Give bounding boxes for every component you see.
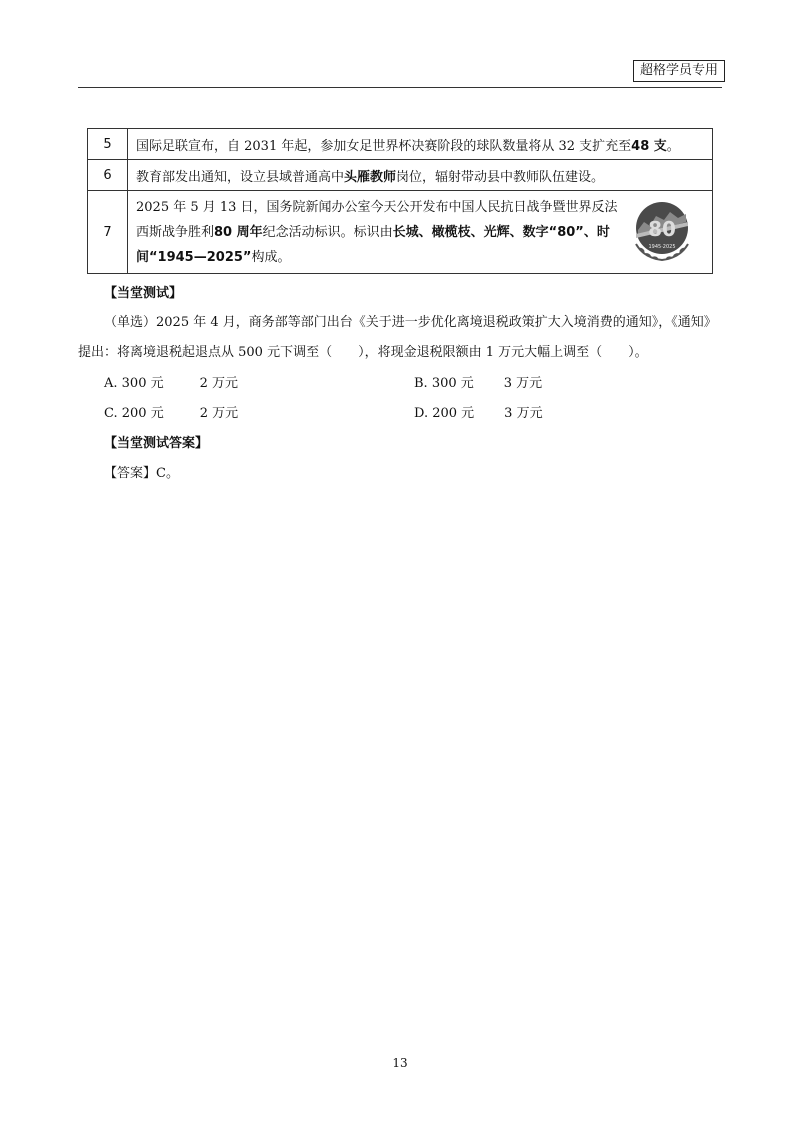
answer-title: 【当堂测试答案】: [104, 436, 209, 451]
anniversary-logo-icon: [624, 200, 700, 264]
svg-text:80: 80: [648, 217, 676, 241]
header-rule: [78, 87, 722, 88]
table-row: [88, 129, 713, 160]
option-a: A. 300 元 2 万元: [104, 376, 239, 391]
option-b: B. 300 元 3 万元: [414, 376, 543, 391]
row-text: 教育部发出通知，设立县域普通高中头雁教师岗位，辐射带动县中教师队伍建设。: [128, 160, 713, 191]
question-line-2: 提出：将离境退税起退点从 500 元下调至（ ），将现金退税限额由 1 万元大幅上调至（ ）。: [78, 345, 648, 360]
quiz-title: 【当堂测试】: [104, 286, 183, 301]
page-number: 13: [392, 1056, 408, 1070]
answer-text: 【答案】C。: [104, 466, 179, 481]
member-only-tag: 超格学员专用: [633, 60, 725, 82]
option-d: D. 200 元 3 万元: [414, 406, 543, 421]
svg-text:1945·2025: 1945·2025: [648, 244, 676, 250]
row-text: 国际足联宣布，自 2031 年起，参加女足世界杯决赛阶段的球队数量将从 32 支扩充至48 支。: [128, 129, 713, 160]
table-row: [88, 191, 713, 274]
row-number: 6: [88, 160, 128, 191]
question-line-1: （单选）2025 年 4 月，商务部等部门出台《关于进一步优化离境退税政策扩大入境消费的通知》，《通知》: [104, 315, 717, 330]
row-number: 5: [88, 129, 128, 160]
option-c: C. 200 元 2 万元: [104, 406, 239, 421]
news-table: [87, 128, 713, 274]
row-number: 7: [88, 191, 128, 274]
row-text: 2025 年 5 月 13 日，国务院新闻办公室今天公开发布中国人民抗日战争暨世界反法西斯战争胜利80 周年纪念活动标识。标识由长城、橄榄枝、光辉、数字“80”、时间“1945—2025”构成。 80 1945·2025: [128, 191, 713, 274]
table-row: [88, 160, 713, 191]
